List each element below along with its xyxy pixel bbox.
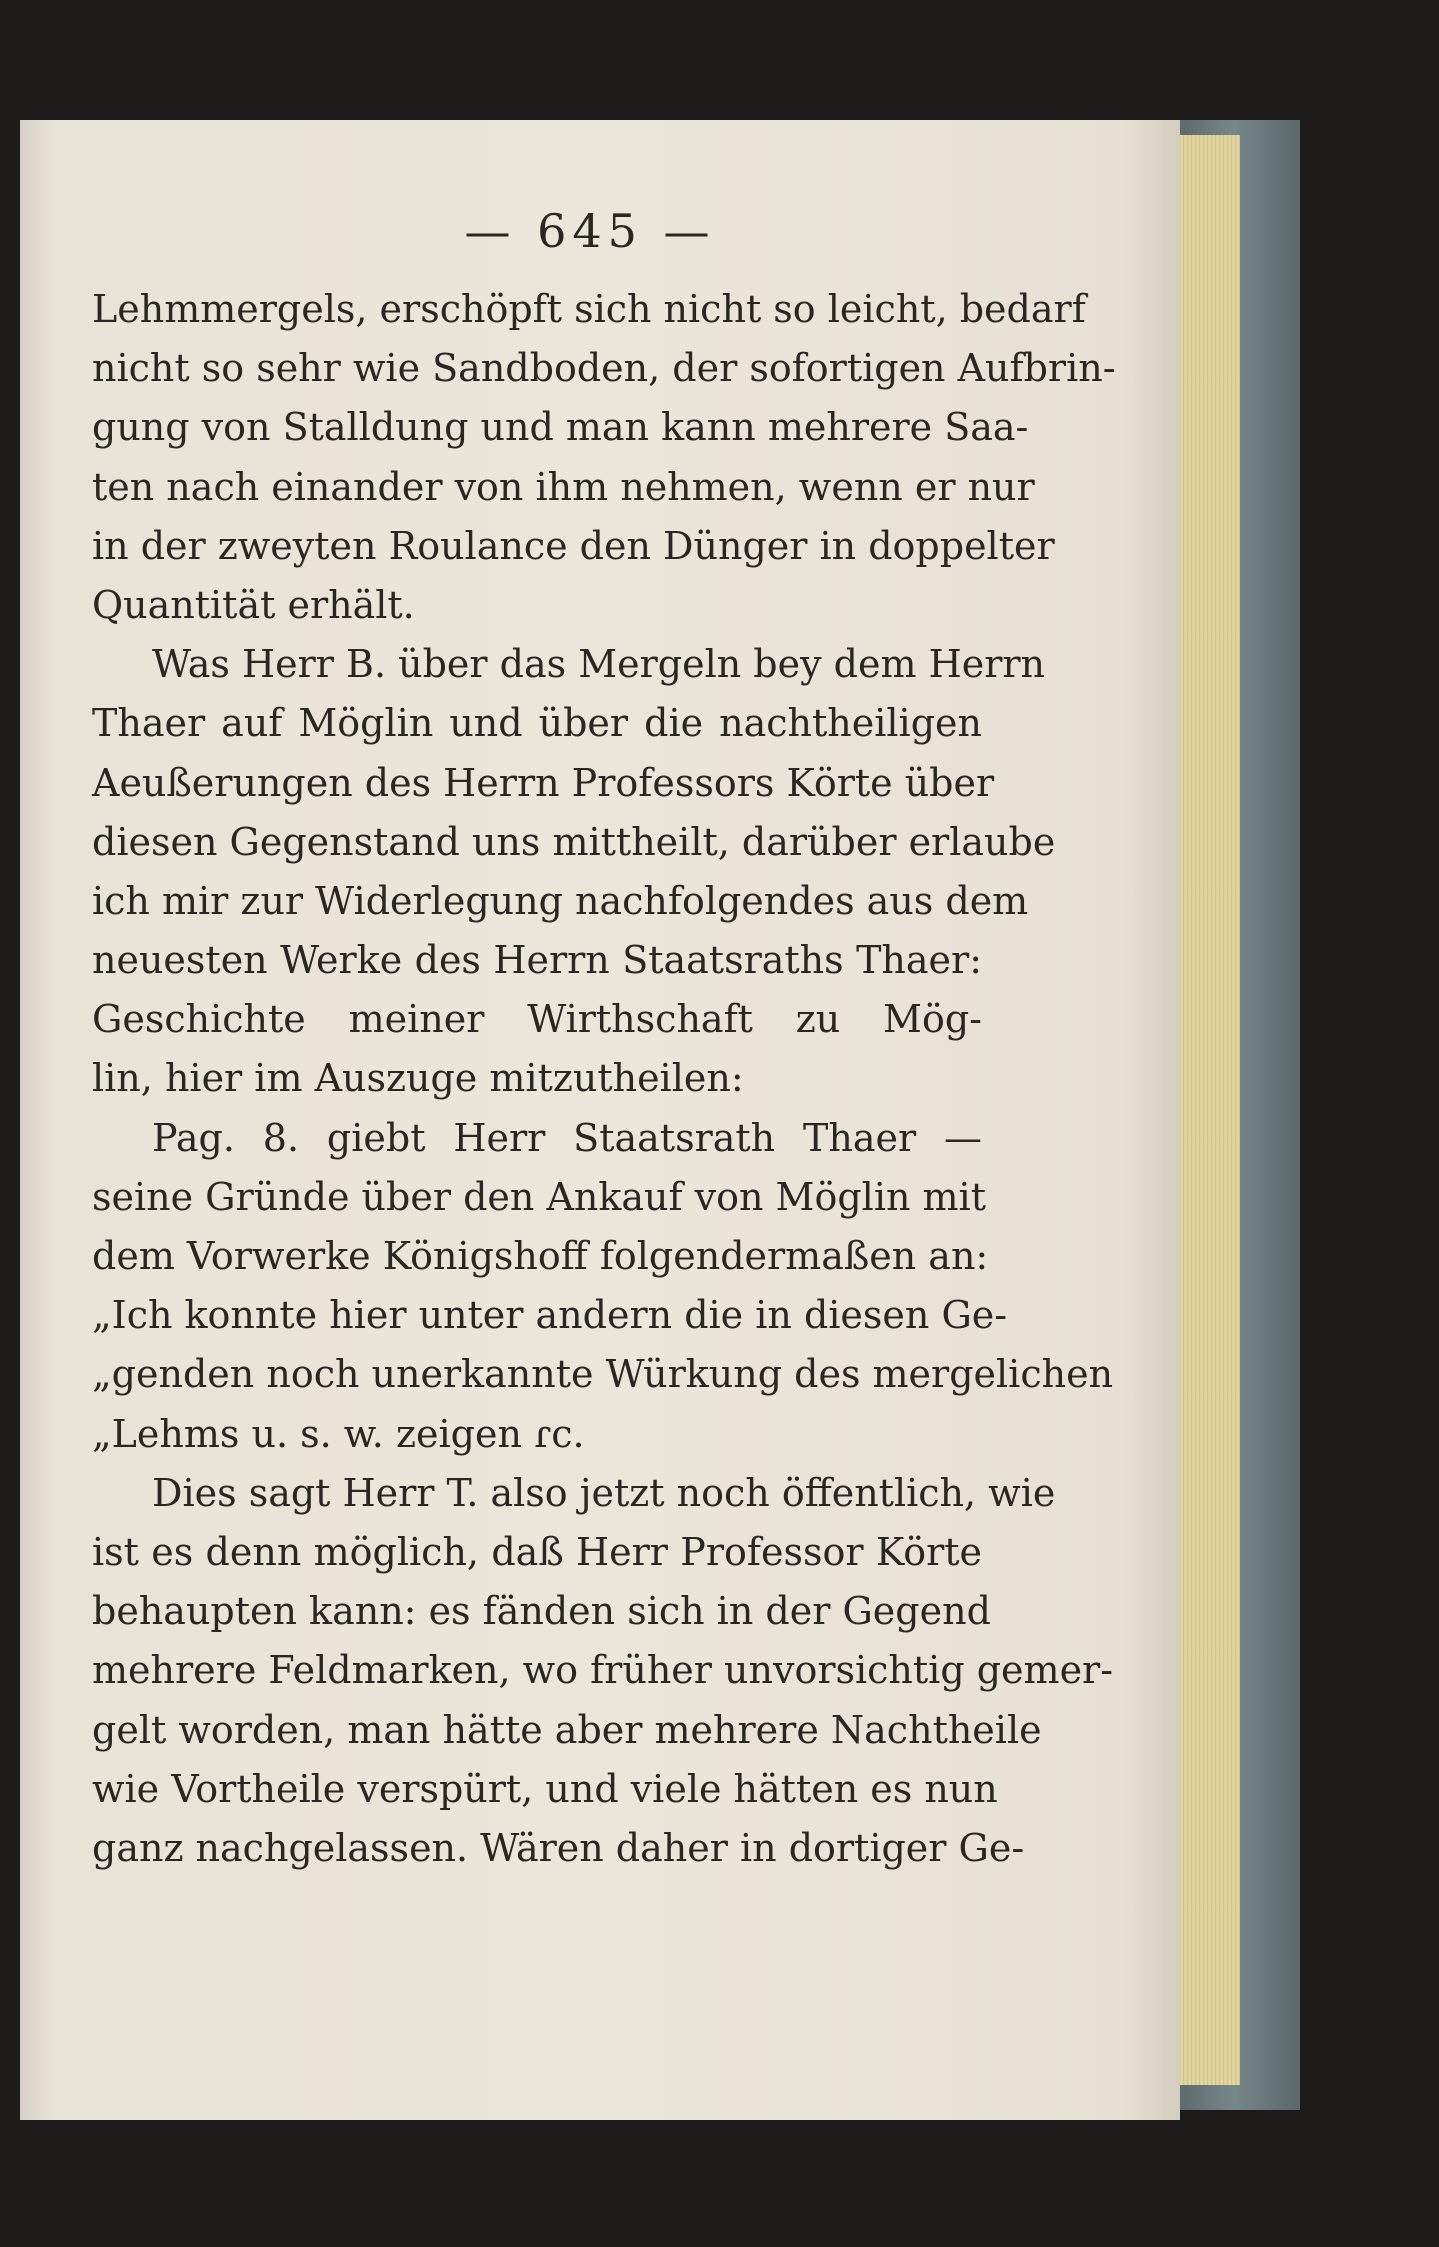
text-line: behaupten kann: es fänden sich in der Gegend	[92, 1589, 991, 1634]
text-line: Thaer auf Möglin und über die nachtheiligen	[92, 701, 982, 746]
page-number: — 645 —	[464, 204, 716, 258]
text-line: in der zweyten Roulance den Dünger in doppelter	[92, 523, 1055, 568]
text-line: Aeußerungen des Herrn Professors Körte über	[92, 760, 995, 805]
text-line: „genden noch unerkannte Würkung des mergelichen	[92, 1352, 1114, 1397]
text-line: mehrere Feldmarken, wo früher unvorsichtig gemer-	[92, 1648, 1114, 1693]
text-line: Quantität erhält.	[92, 582, 415, 627]
text-line: Was Herr B. über das Mergeln bey dem Herrn	[152, 642, 1045, 687]
text-line: dem Vorwerke Königshoff folgendermaßen an:	[92, 1234, 989, 1278]
text-line: gelt worden, man hätte aber mehrere Nachtheile	[92, 1707, 1042, 1752]
text-line: ist es denn möglich, daß Herr Professor Körte	[92, 1529, 982, 1574]
text-line: Lehmmergels, erschöpft sich nicht so leicht, bedarf	[92, 287, 1086, 331]
text-line: wie Vortheile verspürt, und viele hätten es nun	[92, 1766, 998, 1811]
text-line: „Lehms u. s. w. zeigen ɾc.	[92, 1411, 585, 1456]
book-page	[20, 120, 1180, 2120]
text-line: ganz nachgelassen. Wären daher in dortiger Ge-	[92, 1825, 1025, 1870]
text-line: Pag. 8. giebt Herr Staatsrath Thaer —	[152, 1115, 982, 1160]
text-line: Geschichte meiner Wirthschaft zu Mög-	[92, 997, 982, 1042]
body-text	[92, 280, 1116, 1878]
text-line: gung von Stalldung und man kann mehrere Saa-	[92, 405, 1029, 450]
text-line: lin, hier im Auszuge mitzutheilen:	[92, 1056, 744, 1101]
text-line: nicht so sehr wie Sandboden, der sofortigen Aufbrin-	[92, 346, 1116, 391]
text-line: diesen Gegenstand uns mittheilt, darüber erlaube	[92, 819, 1056, 864]
text-line: neuesten Werke des Herrn Staatsraths Thaer:	[92, 938, 982, 983]
text-line: ich mir zur Widerlegung nachfolgendes aus dem	[92, 878, 1029, 923]
text-line: ten nach einander von ihm nehmen, wenn er nur	[92, 464, 1035, 509]
text-line: seine Gründe über den Ankauf von Möglin mit	[92, 1174, 986, 1219]
text-line: „Ich konnte hier unter andern die in diesen Ge-	[92, 1293, 1008, 1338]
text-line: Dies sagt Herr T. also jetzt noch öffentlich, wie	[152, 1470, 1056, 1515]
